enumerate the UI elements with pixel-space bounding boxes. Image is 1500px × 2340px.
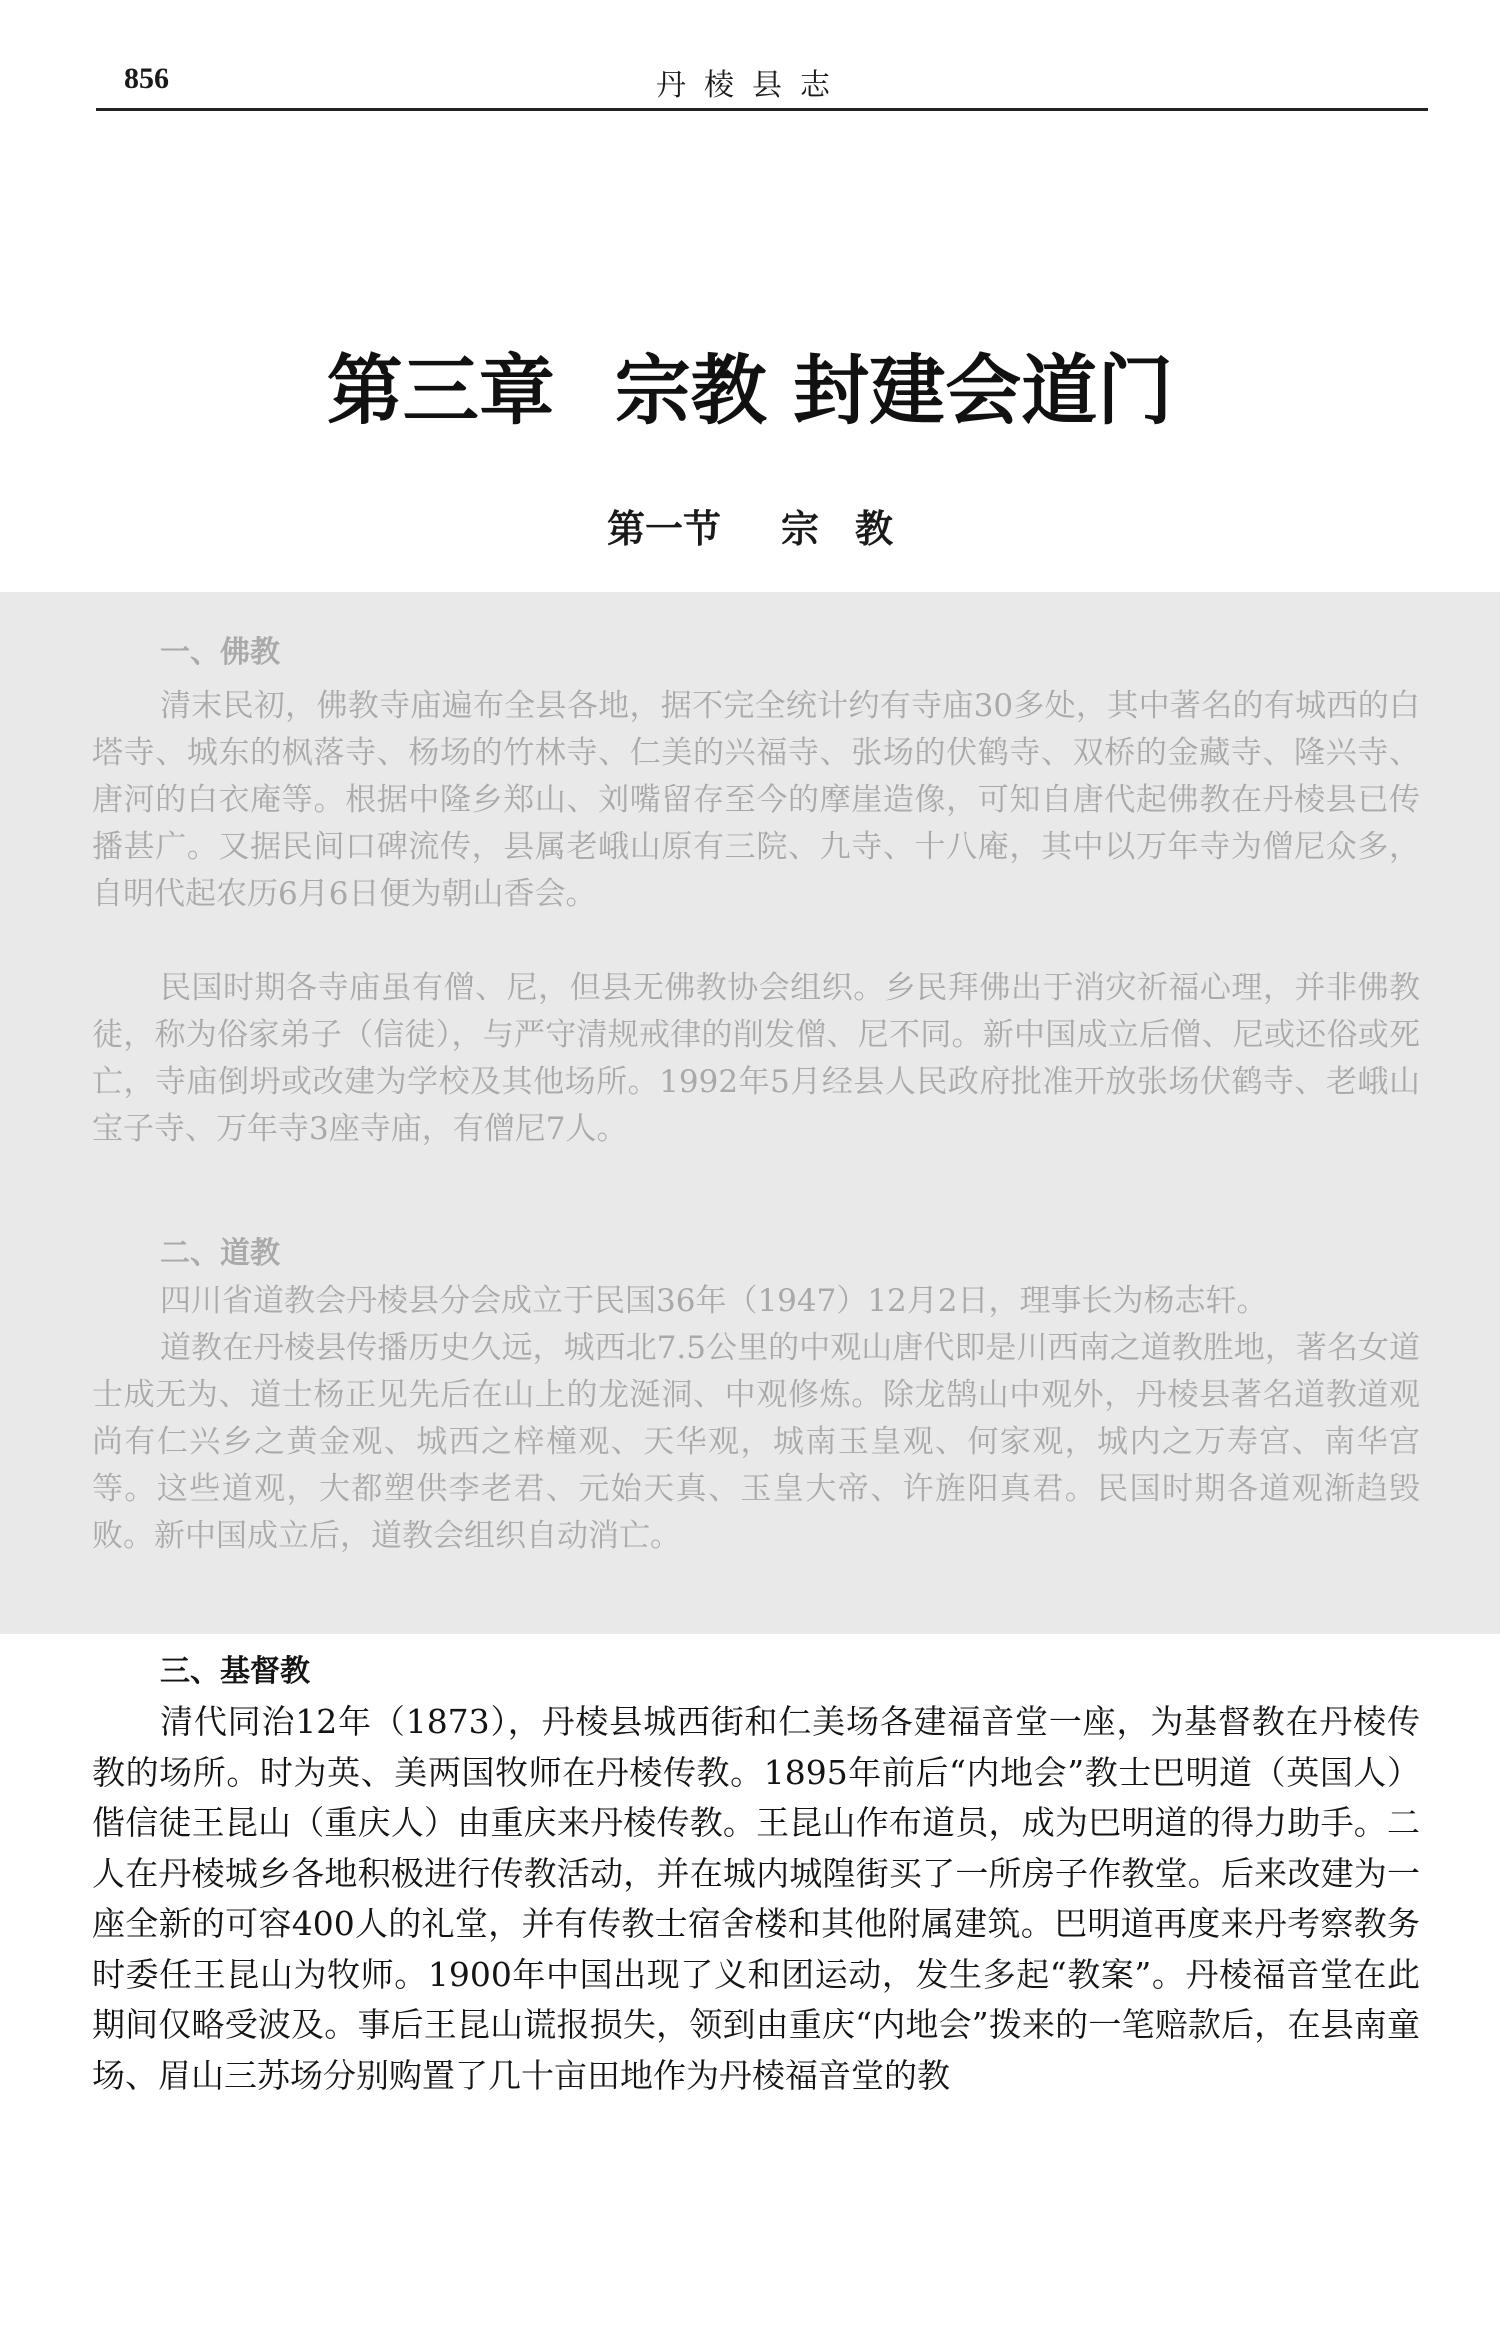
christianity-paragraph-1 bbox=[92, 1697, 1420, 2101]
header-rule bbox=[96, 108, 1428, 111]
section-name-char1: 宗 bbox=[780, 507, 819, 551]
buddhism-heading: 一、佛教 bbox=[160, 635, 280, 670]
taoism-heading: 二、道教 bbox=[160, 1236, 280, 1271]
taoism-paragraph-2 bbox=[92, 1325, 1420, 1560]
taoism-paragraph-1 bbox=[92, 1278, 1420, 1325]
buddhism-paragraph-2 bbox=[92, 965, 1420, 1153]
chapter-number: 第三章 bbox=[326, 346, 555, 435]
buddhism-p2-text: 民国时期各寺庙虽有僧、尼，但县无佛教协会组织。乡民拜佛出于消灾祈福心理，并非佛教徒，称为俗家弟子（信徒），与严守清规戒律的削发僧、尼不同。新中国成立后僧、尼或还俗或死亡，寺庙倒坍或改建为学校及其他场所。1992年5月经县人民政府批准开放张场伏鹤寺、老峨山宝子寺、万年寺3座寺庙，有僧尼7人。 bbox=[92, 970, 1420, 1147]
taoism-p1-text: 四川省道教会丹棱县分会成立于民国36年（1947）12月2日，理事长为杨志轩。 bbox=[160, 1283, 1268, 1319]
chapter-name: 宗教 封建会道门 bbox=[614, 346, 1174, 435]
section-title bbox=[0, 498, 1500, 553]
christianity-heading: 三、基督教 bbox=[160, 1654, 310, 1689]
book-title: 丹棱县志 bbox=[656, 68, 848, 103]
christianity-p1-text: 清代同治12年（1873），丹棱县城西街和仁美场各建福音堂一座，为基督教在丹棱传教的场所。时为英、美两国牧师在丹棱传教。1895年前后“内地会”教士巴明道（英国人）偕信徒王昆山（重庆人）由重庆来丹棱传教。王昆山作布道员，成为巴明道的得力助手。二人在丹棱城乡各地积极进行传教活动，并在城内城隍街买了一所房子作教堂。后来改建为一座全新的可容400人的礼堂，并有传教士宿舍楼和其他附属建筑。巴明道再度来丹考察教务时委任王昆山为牧师。1900年中国出现了义和团运动，发生多起“教案”。丹棱福音堂在此期间仅略受波及。事后王昆山谎报损失，领到由重庆“内地会”拨来的一笔赔款后，在县南童场、眉山三苏场分别购置了几十亩田地作为丹棱福音堂的教 bbox=[92, 1702, 1420, 2095]
section-name-char2: 教 bbox=[855, 507, 894, 551]
section-number: 第一节 bbox=[606, 507, 721, 551]
page-number: 856 bbox=[124, 62, 169, 95]
running-header bbox=[96, 52, 1428, 112]
highlighted-region bbox=[0, 592, 1500, 1634]
taoism-p2-text: 道教在丹棱县传播历史久远，城西北7.5公里的中观山唐代即是川西南之道教胜地，著名女道士成无为、道士杨正见先后在山上的龙涎洞、中观修炼。除龙鹄山中观外，丹棱县著名道教道观尚有仁兴乡之黄金观、城西之梓橦观、天华观，城南玉皇观、何家观，城内之万寿宫、南华宫等。这些道观，大都塑供李老君、元始天真、玉皇大帝、许旌阳真君。民国时期各道观渐趋毁败。新中国成立后，道教会组织自动消亡。 bbox=[92, 1330, 1420, 1554]
buddhism-p1-text: 清末民初，佛教寺庙遍布全县各地，据不完全统计约有寺庙30多处，其中著名的有城西的白塔寺、城东的枫落寺、杨场的竹林寺、仁美的兴福寺、张场的伏鹤寺、双桥的金藏寺、隆兴寺、唐河的白衣庵等。根据中隆乡郑山、刘嘴留存至今的摩崖造像，可知自唐代起佛教在丹棱县已传播甚广。又据民间口碑流传，县属老峨山原有三院、九寺、十八庵，其中以万年寺为僧尼众多，自明代起农历6月6日便为朝山香会。 bbox=[92, 688, 1420, 912]
buddhism-paragraph-1 bbox=[92, 683, 1420, 918]
chapter-title bbox=[0, 330, 1500, 439]
